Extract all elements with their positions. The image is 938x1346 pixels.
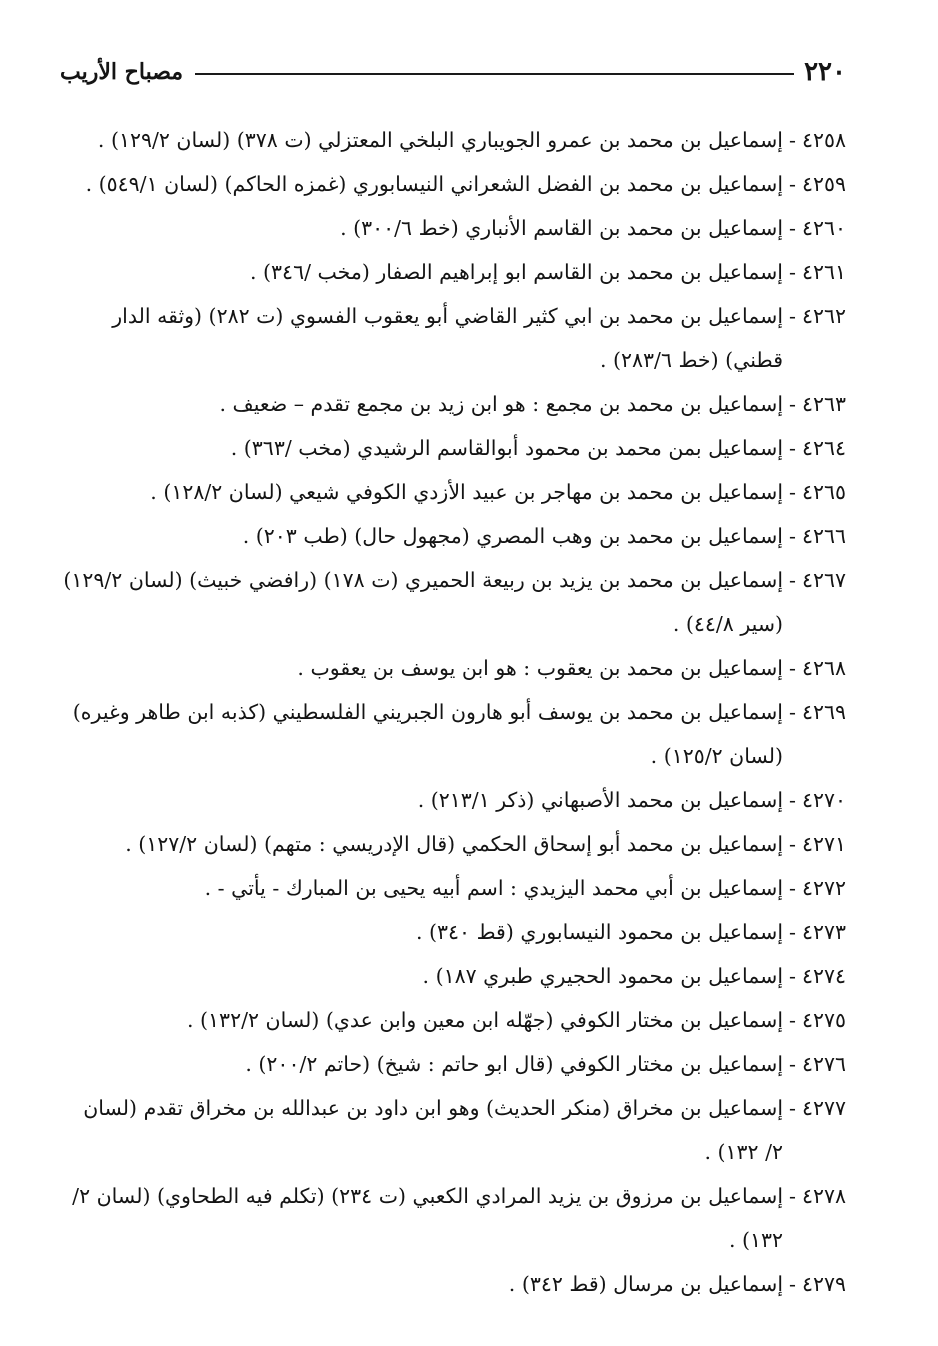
entry-text: إسماعيل بن محمود النيسابوري (قط ٣٤٠) . [416, 920, 784, 944]
entry-number: ٤٢٥٨ [801, 128, 846, 152]
entry-number: ٤٢٧٢ [801, 876, 846, 900]
entry-separator: - [789, 876, 796, 900]
entry-list [60, 118, 846, 1306]
entry-number: ٤٢٥٩ [801, 172, 846, 196]
entry-text: إسماعيل بمن محمد بن محمود أبوالقاسم الرشيدي (مخب /٣٦٣) . [230, 436, 784, 460]
entry-separator: - [789, 260, 796, 284]
biography-entry [60, 998, 846, 1042]
biography-entry [60, 910, 846, 954]
entry-separator: - [789, 1008, 796, 1032]
entry-text: إسماعيل بن مخراق (منكر الحديث) وهو ابن داود بن عبدالله بن مخراق تقدم (لسان ٢/ ١٣٢) . [83, 1096, 784, 1164]
entry-separator: - [789, 480, 796, 504]
biography-entry [60, 866, 846, 910]
biography-entry [60, 822, 846, 866]
entry-text: إسماعيل بن مرزوق بن يزيد المرادي الكعبي (ت ٢٣٤) (تكلم فيه الطحاوي) (لسان ٢/ ١٣٢) . [72, 1184, 784, 1252]
entry-text: إسماعيل بن محمد بن مجمع : هو ابن زيد بن مجمع تقدم – ضعيف . [219, 392, 784, 416]
running-head [60, 52, 846, 92]
entry-number: ٤٢٧٥ [801, 1008, 846, 1032]
entry-separator: - [789, 216, 796, 240]
entry-text: إسماعيل بن أبي محمد اليزيدي : اسم أبيه يحيى بن المبارك - يأتي - . [204, 876, 784, 900]
biography-entry [60, 954, 846, 998]
entry-separator: - [789, 832, 796, 856]
entry-separator: - [789, 172, 796, 196]
entry-separator: - [789, 304, 796, 328]
biography-entry [60, 514, 846, 558]
entry-number: ٤٢٧١ [801, 832, 846, 856]
biography-entry [60, 426, 846, 470]
entry-number: ٤٢٦٤ [801, 436, 846, 460]
entry-text: إسماعيل بن محمد بن يزيد بن ربيعة الحميري (ت ١٧٨) (رافضي خبيث) (لسان ١٢٩/٢) (سير ٤٤/٨) . [63, 568, 784, 636]
entry-separator: - [789, 788, 796, 812]
entry-number: ٤٢٦٧ [801, 568, 846, 592]
biography-entry [60, 558, 846, 646]
entry-text: إسماعيل بن محمد بن مهاجر بن عبيد الأزدي الكوفي شيعي (لسان ١٢٨/٢) . [150, 480, 784, 504]
biography-entry [60, 206, 846, 250]
entry-text: إسماعيل بن محمد بن ابي كثير القاضي أبو يعقوب الفسوي (ت ٢٨٢) (وثقه الدار قطني) (خط ٢٨٣/٦) . [112, 304, 784, 372]
biography-entry [60, 778, 846, 822]
entry-number: ٤٢٦٦ [801, 524, 846, 548]
entry-separator: - [789, 392, 796, 416]
entry-separator: - [789, 436, 796, 460]
entry-number: ٤٢٧٧ [801, 1096, 846, 1120]
entry-number: ٤٢٦٩ [801, 700, 846, 724]
biography-entry [60, 690, 846, 778]
entry-number: ٤٢٦٢ [801, 304, 846, 328]
entry-text: إسماعيل بن محمد بن يوسف أبو هارون الجبريني الفلسطيني (كذبه ابن طاهر وغيره) (لسان ١٢٥/٢) . [72, 700, 784, 768]
biography-entry [60, 294, 846, 382]
entry-text: إسماعيل بن محمد بن الفضل الشعراني النيسابوري (غمزه الحاكم) (لسان ٥٤٩/١) . [85, 172, 784, 196]
entry-text: إسماعيل بن محمود الحجيري طبري ١٨٧) . [422, 964, 784, 988]
biography-entry [60, 1174, 846, 1262]
biography-entry [60, 162, 846, 206]
header-rule [195, 73, 794, 75]
biography-entry [60, 1262, 846, 1306]
entry-separator: - [789, 1184, 796, 1208]
entry-separator: - [789, 1052, 796, 1076]
entry-separator: - [789, 128, 796, 152]
entry-separator: - [789, 700, 796, 724]
entry-text: إسماعيل بن مختار الكوفي (جهّله ابن معين وابن عدي) (لسان ١٣٢/٢) . [187, 1008, 784, 1032]
entry-number: ٤٢٧٤ [801, 964, 846, 988]
entry-text: إسماعيل بن محمد بن القاسم الأنباري (خط ٣٠٠/٦) . [340, 216, 784, 240]
biography-entry [60, 470, 846, 514]
entry-separator: - [789, 920, 796, 944]
biography-entry [60, 646, 846, 690]
biography-entry [60, 1042, 846, 1086]
entry-separator: - [789, 524, 796, 548]
entry-text: إسماعيل بن محمد بن وهب المصري (مجهول حال) (طب ٢٠٣) . [242, 524, 784, 548]
entry-text: إسماعيل بن محمد بن عمرو الجويباري البلخي المعتزلي (ت ٣٧٨) (لسان ١٢٩/٢) . [97, 128, 784, 152]
entry-number: ٤٢٧٨ [801, 1184, 846, 1208]
entry-text: إسماعيل بن محمد أبو إسحاق الحكمي (قال الإدريسي : متهم) (لسان ١٢٧/٢) . [125, 832, 784, 856]
entry-separator: - [789, 964, 796, 988]
page-number: ٢٢٠ [804, 57, 846, 87]
entry-number: ٤٢٦٠ [801, 216, 846, 240]
entry-separator: - [789, 1272, 796, 1296]
biography-entry [60, 1086, 846, 1174]
entry-text: إسماعيل بن مختار الكوفي (قال ابو حاتم : شيخ) (حاتم ٢٠٠/٢) . [245, 1052, 784, 1076]
entry-number: ٤٢٦٥ [801, 480, 846, 504]
entry-separator: - [789, 1096, 796, 1120]
entry-text: إسماعيل بن محمد بن يعقوب : هو ابن يوسف بن يعقوب . [297, 656, 784, 680]
entry-text: إسماعيل بن محمد الأصبهاني (ذكر ٢١٣/١) . [417, 788, 784, 812]
entry-separator: - [789, 656, 796, 680]
entry-number: ٤٢٧٠ [801, 788, 846, 812]
entry-number: ٤٢٦٣ [801, 392, 846, 416]
biography-entry [60, 250, 846, 294]
book-title: مصباح الأريب [60, 59, 184, 85]
biography-entry [60, 382, 846, 426]
entry-text: إسماعيل بن محمد بن القاسم ابو إبراهيم الصفار (مخب /٣٤٦) . [250, 260, 784, 284]
entry-number: ٤٢٧٣ [801, 920, 846, 944]
entry-separator: - [789, 568, 796, 592]
entry-number: ٤٢٦١ [801, 260, 846, 284]
biography-entry [60, 118, 846, 162]
entry-number: ٤٢٧٦ [801, 1052, 846, 1076]
entry-text: إسماعيل بن مرسال (قط ٣٤٢) . [508, 1272, 784, 1296]
entry-number: ٤٢٦٨ [801, 656, 846, 680]
entry-number: ٤٢٧٩ [801, 1272, 846, 1296]
